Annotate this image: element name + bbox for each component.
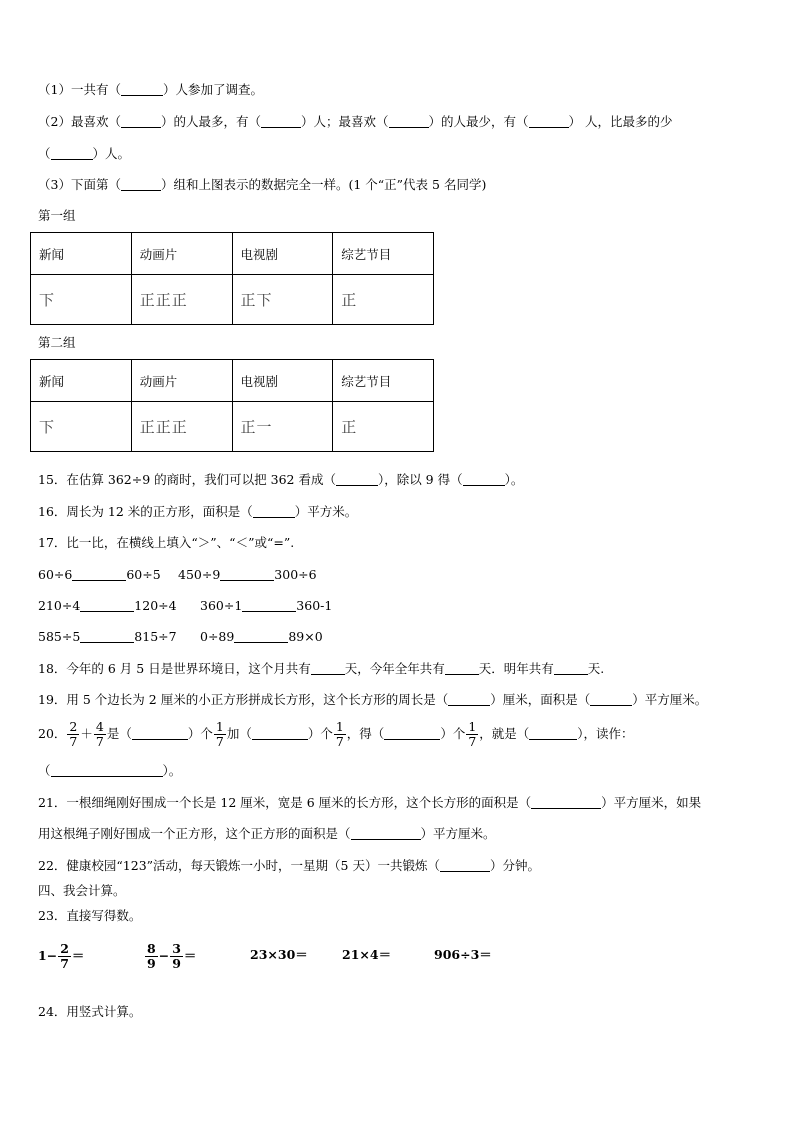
question-23-title: 23．直接写得数。 bbox=[38, 908, 142, 923]
answer-blank[interactable] bbox=[261, 114, 301, 128]
question-16: 16．周长为 12 米的正方形，面积是（ ）平方米。 bbox=[38, 504, 358, 519]
group2-table bbox=[30, 359, 434, 452]
question-20-line2: （ ）。 bbox=[38, 763, 182, 778]
compare-blank[interactable] bbox=[80, 598, 134, 612]
tally-variety: 正 bbox=[333, 402, 434, 452]
answer-blank[interactable] bbox=[440, 858, 490, 872]
question-15: 15．在估算 362÷9 的商时，我们可以把 362 看成（ ），除以 9 得（ ）。 bbox=[38, 472, 524, 487]
answer-blank[interactable] bbox=[554, 661, 588, 675]
answer-blank[interactable] bbox=[121, 177, 161, 191]
compare-blank[interactable] bbox=[242, 598, 296, 612]
tally-cartoon: 正正正 bbox=[131, 275, 232, 325]
answer-blank[interactable] bbox=[529, 726, 577, 740]
answer-blank[interactable] bbox=[336, 472, 378, 486]
compare-row: 450÷9 300÷6 bbox=[178, 567, 317, 582]
header-cartoon: 动画片 bbox=[131, 360, 232, 402]
fraction: $\frac{1}{7}$ bbox=[215, 719, 224, 749]
answer-blank[interactable] bbox=[590, 692, 632, 706]
fraction: $\frac{3}{9}$ bbox=[172, 941, 181, 971]
answer-blank[interactable] bbox=[389, 114, 429, 128]
header-tv-drama: 电视剧 bbox=[232, 360, 333, 402]
tally-cartoon: 正正正 bbox=[131, 402, 232, 452]
fraction: $\frac{1}{7}$ bbox=[468, 719, 477, 749]
group1-table bbox=[30, 232, 434, 325]
expression: $\frac{8}{9}$ − $\frac{3}{9}$ ＝ bbox=[147, 941, 197, 971]
answer-blank[interactable] bbox=[51, 763, 163, 777]
question-19: 19．用 5 个边长为 2 厘米的小正方形拼成长方形，这个长方形的周长是（ ）厘米，面积是（ ）平方厘米。 bbox=[38, 692, 708, 707]
q14-part1: （1）一共有（ ）人参加了调查。 bbox=[38, 82, 263, 97]
expression: 906÷3＝ bbox=[434, 947, 492, 962]
header-news: 新闻 bbox=[31, 360, 132, 402]
section-title: 四、我会计算。 bbox=[38, 883, 126, 898]
fraction: $\frac{2}{7}$ bbox=[69, 719, 78, 749]
fraction: $\frac{1}{7}$ bbox=[335, 719, 344, 749]
fraction: $\frac{8}{9}$ bbox=[147, 941, 156, 971]
answer-blank[interactable] bbox=[384, 726, 440, 740]
answer-blank[interactable] bbox=[531, 795, 601, 809]
answer-blank[interactable] bbox=[132, 726, 188, 740]
question-21-line2: 用这根绳子刚好围成一个正方形，这个正方形的面积是（ ）平方厘米。 bbox=[38, 826, 496, 841]
answer-blank[interactable] bbox=[311, 661, 345, 675]
tally-tv-drama: 正下 bbox=[232, 275, 333, 325]
header-tv-drama: 电视剧 bbox=[232, 233, 333, 275]
question-17-title: 17．比一比，在横线上填入“＞”、“＜”或“=”. bbox=[38, 535, 295, 550]
question-18: 18．今年的 6 月 5 日是世界环境日，这个月共有 天，今年全年共有 天．明年共有 天. bbox=[38, 661, 605, 676]
tally-news: 下 bbox=[31, 275, 132, 325]
header-variety: 综艺节目 bbox=[333, 360, 434, 402]
compare-blank[interactable] bbox=[220, 567, 274, 581]
answer-blank[interactable] bbox=[121, 82, 163, 96]
group2-title: 第二组 bbox=[38, 335, 76, 350]
compare-row: 210÷4 120÷4 bbox=[38, 598, 177, 613]
fraction: $\frac{4}{7}$ bbox=[95, 719, 104, 749]
answer-blank[interactable] bbox=[463, 472, 505, 486]
q14-part2-line1: （2）最喜欢（ ）的人最多，有（ ）人；最喜欢（ ）的人最少，有（ ） 人，比最多的少 bbox=[38, 114, 673, 129]
compare-row: 60÷6 60÷5 bbox=[38, 567, 161, 582]
expression: 1− $\frac{2}{7}$ ＝ bbox=[38, 941, 85, 971]
answer-blank[interactable] bbox=[529, 114, 569, 128]
fraction: $\frac{2}{7}$ bbox=[60, 941, 69, 971]
answer-blank[interactable] bbox=[448, 692, 490, 706]
compare-blank[interactable] bbox=[72, 567, 126, 581]
header-news: 新闻 bbox=[31, 233, 132, 275]
compare-row: 585÷5 815÷7 bbox=[38, 629, 177, 644]
answer-blank[interactable] bbox=[252, 726, 308, 740]
tally-news: 下 bbox=[31, 402, 132, 452]
question-24: 24．用竖式计算。 bbox=[38, 1004, 142, 1019]
compare-blank[interactable] bbox=[80, 629, 134, 643]
answer-blank[interactable] bbox=[51, 146, 93, 160]
compare-row: 0÷89 89×0 bbox=[200, 629, 323, 644]
answer-blank[interactable] bbox=[253, 504, 295, 518]
group1-title: 第一组 bbox=[38, 208, 76, 223]
header-variety: 综艺节目 bbox=[333, 233, 434, 275]
compare-blank[interactable] bbox=[234, 629, 288, 643]
tally-variety: 正 bbox=[333, 275, 434, 325]
expression: 23×30＝ bbox=[250, 947, 308, 962]
question-22: 22．健康校园“123”活动，每天锻炼一小时，一星期（5 天）一共锻炼（ ）分钟。 bbox=[38, 858, 540, 873]
q14-part2-line2: （ ）人。 bbox=[38, 146, 131, 161]
header-cartoon: 动画片 bbox=[131, 233, 232, 275]
answer-blank[interactable] bbox=[445, 661, 479, 675]
compare-row: 360÷1 360-1 bbox=[200, 598, 333, 613]
q14-part3: （3）下面第（ ）组和上图表示的数据完全一样。(1 个“正”代表 5 名同学) bbox=[38, 177, 487, 192]
question-20: 20． $\frac{2}{7}$ ＋ $\frac{4}{7}$ 是（ ）个 $\frac{1}{7}$ 加（ ）个 $\frac{1}{7}$ ，得（ ）个 $\frac{1}{7}$ ，就是（ ），读作： bbox=[38, 719, 634, 749]
answer-blank[interactable] bbox=[121, 114, 161, 128]
expression: 21×4＝ bbox=[342, 947, 392, 962]
answer-blank[interactable] bbox=[351, 826, 421, 840]
question-21-line1: 21．一根细绳刚好围成一个长是 12 厘米，宽是 6 厘米的长方形，这个长方形的面积是（ ）平方厘米，如果 bbox=[38, 795, 702, 810]
tally-tv-drama: 正一 bbox=[232, 402, 333, 452]
